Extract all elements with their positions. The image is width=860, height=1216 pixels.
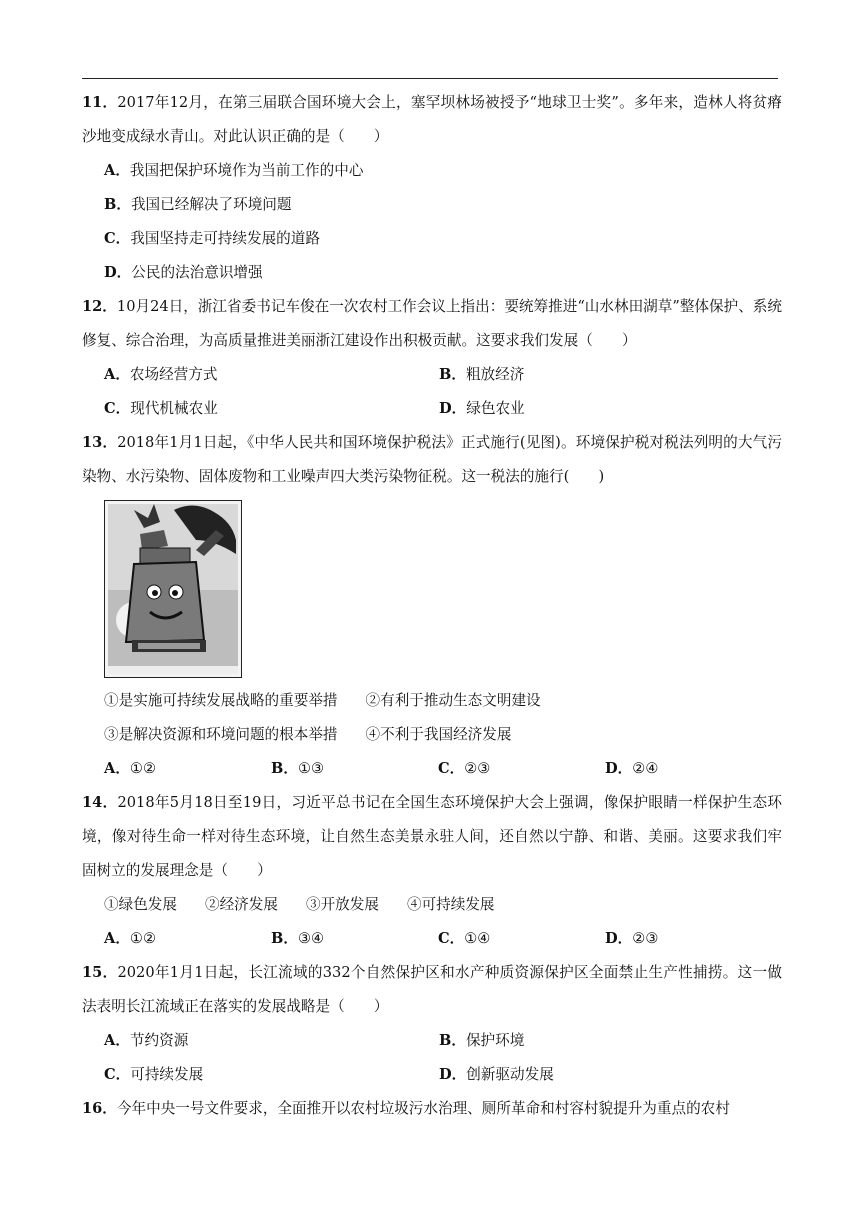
question-stem: 10月24日，浙江省委书记车俊在一次农村工作会议上指出：要统筹推进“山水林田湖草”整体保护、系统修复、综合治理，为高质量推进美丽浙江建设作出积极贡献。这要求我们发展（ ） <box>82 298 782 349</box>
option-row <box>104 922 782 956</box>
option-d[interactable]: D．创新驱动发展 <box>439 1066 554 1083</box>
option-d[interactable]: D．②③ <box>605 930 659 947</box>
option-a[interactable]: A．农场经营方式 <box>104 366 218 383</box>
option-row <box>104 752 782 786</box>
option-b[interactable]: B．保护环境 <box>439 1032 525 1049</box>
option-d[interactable]: D．公民的法治意识增强 <box>104 264 263 281</box>
option-b[interactable]: B．我国已经解决了环境问题 <box>104 196 292 213</box>
option-a[interactable]: A．①② <box>104 930 157 947</box>
question-stem: 2017年12月，在第三届联合国环境大会上，塞罕坝林场被授予“地球卫士奖”。多年来，造林人将贫瘠沙地变成绿水青山。对此认识正确的是（ ） <box>82 94 783 145</box>
option-d[interactable]: D．绿色农业 <box>439 400 525 417</box>
question-16: 16．今年中央一号文件要求，全面推开以农村垃圾污水治理、厕所革命和村容村貌提升为重点的农村 <box>82 1100 730 1117</box>
question-stem: 2018年5月18日至19日，习近平总书记在全国生态环境保护大会上强调，像保护眼睛一样保护生态环境，像对待生命一样对待生态环境，让自然生态美景永驻人间，还自然以宁静、和谐、美丽。这要求我们牢固树立的发展理念是（ ） <box>82 794 782 879</box>
question-stem: 2018年1月1日起，《中华人民共和国环境保护税法》正式施行(见图)。环境保护税对税法列明的大气污染物、水污染物、固体废物和工业噪声四大类污染物征税。这一税法的施行( ) <box>82 434 782 485</box>
option-row <box>104 1058 782 1092</box>
option-b[interactable]: B．③④ <box>271 930 325 947</box>
option-c[interactable]: C．②③ <box>438 760 491 777</box>
option-a[interactable]: A．①② <box>104 760 157 777</box>
question-13: 13．2018年1月1日起，《中华人民共和国环境保护税法》正式施行(见图)。环境保护税对税法列明的大气污染物、水污染物、固体废物和工业噪声四大类污染物征税。这一税法的施行( ) <box>82 434 782 485</box>
option-c[interactable]: C．现代机械农业 <box>104 400 218 417</box>
option-b[interactable]: B．①③ <box>271 760 325 777</box>
option-b[interactable]: B．粗放经济 <box>439 366 525 383</box>
question-stem: 2020年1月1日起，长江流域的332个自然保护区和水产种质资源保护区全面禁止生产性捕捞。这一做法表明长江流域正在落实的发展战略是（ ） <box>82 964 782 1015</box>
statement-row <box>104 684 782 718</box>
statement-2: ②经济发展 <box>204 896 278 913</box>
statement-row <box>104 888 782 922</box>
option-c[interactable]: C．可持续发展 <box>104 1066 204 1083</box>
statement-3: ③开放发展 <box>305 896 379 913</box>
statement-3: ③是解决资源和环境问题的根本举措 <box>104 726 338 743</box>
header-rule <box>82 78 778 79</box>
statement-4: ④不利于我国经济发展 <box>365 726 512 743</box>
option-a[interactable]: A．我国把保护环境作为当前工作的中心 <box>104 162 364 179</box>
option-row <box>104 392 782 426</box>
option-d[interactable]: D．②④ <box>605 760 659 777</box>
question-12: 12．10月24日，浙江省委书记车俊在一次农村工作会议上指出：要统筹推进“山水林田湖草”整体保护、系统修复、综合治理，为高质量推进美丽浙江建设作出积极贡献。这要求我们发展（ ） <box>82 298 782 349</box>
option-c[interactable]: C．①④ <box>438 930 491 947</box>
statement-2: ②有利于推动生态文明建设 <box>365 692 541 709</box>
option-row <box>104 358 782 392</box>
question-11: 11．2017年12月，在第三届联合国环境大会上，塞罕坝林场被授予“地球卫士奖”。多年来，造林人将贫瘠沙地变成绿水青山。对此认识正确的是（ ） <box>82 94 783 145</box>
question-14: 14．2018年5月18日至19日，习近平总书记在全国生态环境保护大会上强调，像保护眼睛一样保护生态环境，像对待生命一样对待生态环境，让自然生态美景永驻人间，还自然以宁静、和谐、美丽。这要求我们牢固树立的发展理念是（ ） <box>82 794 782 879</box>
option-c[interactable]: C．我国坚持走可持续发展的道路 <box>104 230 320 247</box>
option-row <box>104 1024 782 1058</box>
statement-row <box>104 718 782 752</box>
cartoon-illustration <box>104 500 242 678</box>
statement-4: ④可持续发展 <box>406 896 495 913</box>
question-stem: 今年中央一号文件要求，全面推开以农村垃圾污水治理、厕所革命和村容村貌提升为重点的农村 <box>116 1100 730 1117</box>
option-a[interactable]: A．节约资源 <box>104 1032 189 1049</box>
question-15: 15．2020年1月1日起，长江流域的332个自然保护区和水产种质资源保护区全面禁止生产性捕捞。这一做法表明长江流域正在落实的发展战略是（ ） <box>82 964 782 1015</box>
statement-1: ①绿色发展 <box>104 896 177 913</box>
statement-1: ①是实施可持续发展战略的重要举措 <box>104 692 338 709</box>
question-list <box>82 86 782 1126</box>
factory-cartoon-image <box>104 500 242 678</box>
